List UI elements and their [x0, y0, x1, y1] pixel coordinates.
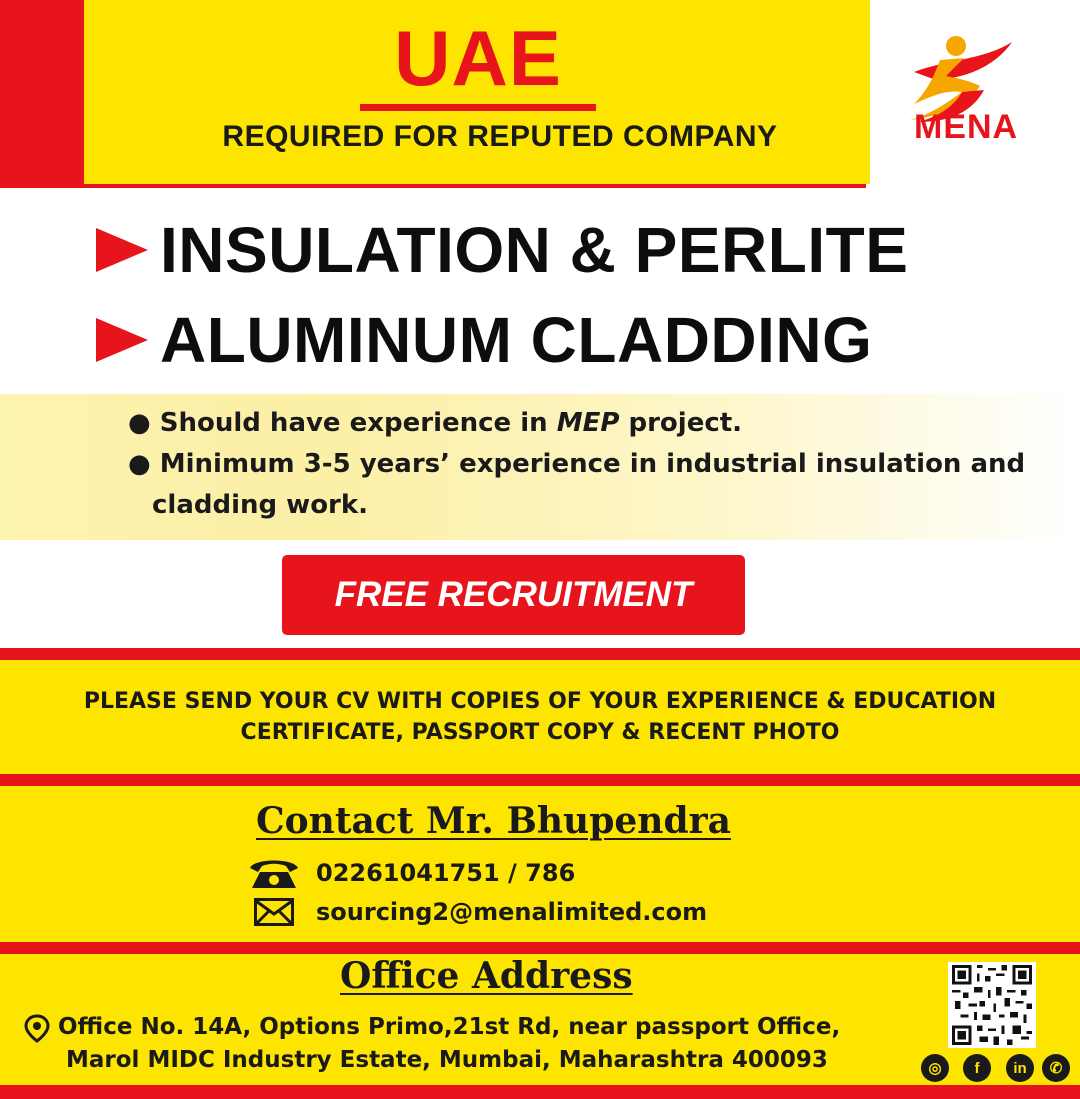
play-triangle-icon [96, 228, 148, 272]
job-title-2 [96, 305, 872, 375]
requirement-1: ● Should have experience in MEP project. [128, 408, 743, 438]
requirement-2-continued: cladding work. [152, 490, 369, 520]
email-row [244, 894, 707, 930]
envelope-icon [244, 894, 304, 930]
header-red-block [0, 0, 84, 186]
office-title: Office Address [340, 955, 633, 997]
header-divider [0, 184, 866, 188]
instagram-icon[interactable]: ◎ [921, 1054, 949, 1082]
phone-row [244, 855, 575, 891]
free-recruitment-label: FREE RECRUITMENT [334, 575, 693, 614]
red-band [0, 1085, 1080, 1099]
email-address[interactable]: sourcing2@menalimited.com [316, 898, 708, 926]
location-pin-icon [24, 1014, 50, 1044]
requirement-1-prefix: Should have experience in [159, 408, 557, 438]
linkedin-icon[interactable]: in [1006, 1054, 1034, 1082]
play-triangle-icon [96, 318, 148, 362]
country-title: UAE [394, 14, 562, 102]
header-subtitle: REQUIRED FOR REPUTED COMPANY [222, 120, 778, 153]
contact-title: Contact Mr. Bhupendra [256, 800, 731, 842]
red-band [0, 942, 1080, 954]
phone-icon [244, 855, 304, 891]
job-title-1 [96, 215, 908, 285]
requirement-2-text: Minimum 3-5 years’ experience in industrial insulation and [159, 449, 1026, 479]
whatsapp-icon[interactable]: ✆ [1042, 1054, 1070, 1082]
address-line-2: Marol MIDC Industry Estate, Mumbai, Maharashtra 400093 [66, 1047, 828, 1073]
send-cv-instructions [20, 686, 1060, 748]
job-title-text: ALUMINUM CLADDING [160, 304, 873, 376]
country-underline [360, 104, 596, 111]
requirement-1-suffix: project. [619, 408, 743, 438]
red-band [0, 774, 1080, 786]
requirement-1-emphasis: MEP [556, 408, 620, 438]
requirement-2: ● Minimum 3-5 years’ experience in industrial insulation and [128, 449, 1026, 479]
red-band [0, 648, 1080, 660]
job-title-text: INSULATION & PERLITE [160, 214, 909, 286]
logo-text: MENA [914, 108, 1019, 146]
send-cv-line-1: PLEASE SEND YOUR CV WITH COPIES OF YOUR EXPERIENCE & EDUCATION [83, 689, 997, 714]
send-cv-line-2: CERTIFICATE, PASSPORT COPY & RECENT PHOTO [240, 720, 840, 745]
address-line-1: Office No. 14A, Options Primo,21st Rd, near passport Office, [58, 1014, 841, 1040]
facebook-icon[interactable]: f [963, 1054, 991, 1082]
free-recruitment-button[interactable] [282, 555, 745, 635]
phone-number[interactable]: 02261041751 / 786 [316, 859, 576, 887]
qr-code[interactable] [948, 962, 1036, 1048]
